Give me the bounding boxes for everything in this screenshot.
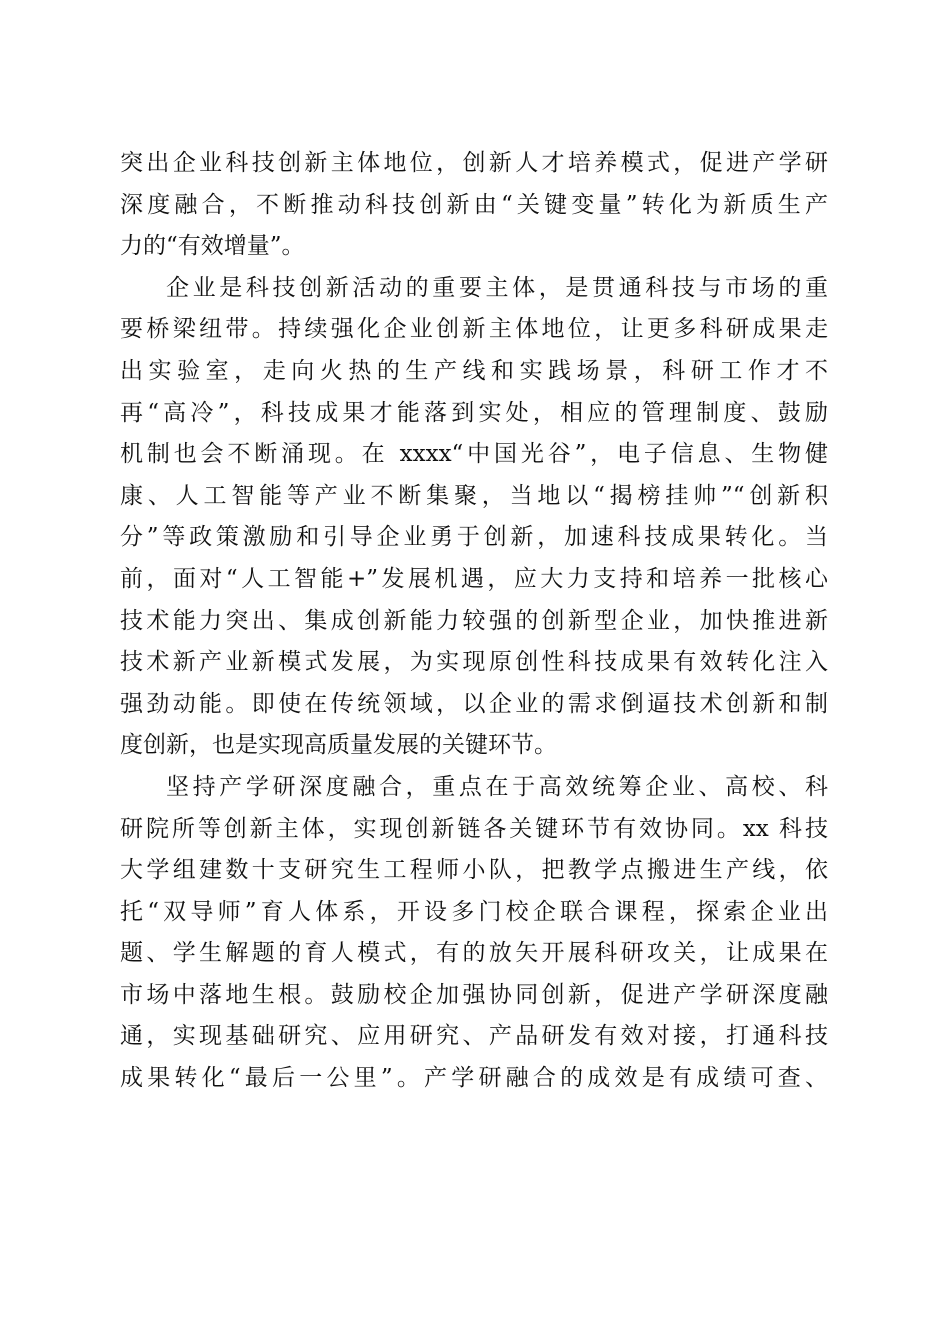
text-line: 技术新产业新模式发展，为实现原创性科技成果有效转化注入 bbox=[120, 649, 828, 676]
paragraph-3 bbox=[120, 767, 828, 1100]
text-line: 机制也会不断涌现。在 xxxx“中国光谷”，电子信息、生物健 bbox=[120, 441, 828, 468]
text-line: 康、人工智能等产业不断集聚，当地以“揭榜挂帅”“创新积 bbox=[120, 482, 828, 509]
document-body bbox=[120, 143, 828, 1100]
text-line: 再“高冷”，科技成果才能落到实处，相应的管理制度、鼓励 bbox=[120, 399, 828, 426]
text-line: 企业是科技创新活动的重要主体，是贯通科技与市场的重 bbox=[166, 274, 828, 301]
text-line: 题、学生解题的育人模式，有的放矢开展科研攻关，让成果在 bbox=[120, 940, 828, 967]
text-line: 出实验室，走向火热的生产线和实践场景，科研工作才不 bbox=[120, 357, 828, 384]
text-line: 前，面对“人工智能+”发展机遇，应大力支持和培养一批核心 bbox=[120, 565, 828, 592]
text-line: 技术能力突出、集成创新能力较强的创新型企业，加快推进新 bbox=[120, 607, 828, 634]
text-line: 度创新，也是实现高质量发展的关键环节。 bbox=[120, 732, 557, 759]
paragraph-1 bbox=[120, 143, 828, 268]
text-line: 托“双导师”育人体系，开设多门校企联合课程，探索企业出 bbox=[120, 898, 828, 925]
text-line: 成果转化“最后一公里”。产学研融合的成效是有成绩可查、 bbox=[120, 1065, 828, 1092]
text-line: 突出企业科技创新主体地位，创新人才培养模式，促进产学研 bbox=[120, 150, 828, 176]
text-line: 深度融合，不断推动科技创新由“关键变量”转化为新质生产 bbox=[120, 191, 828, 218]
text-line: 坚持产学研深度融合，重点在于高效统筹企业、高校、科 bbox=[166, 773, 828, 800]
paragraph-2 bbox=[120, 268, 828, 767]
text-line: 研院所等创新主体，实现创新链各关键环节有效协同。xx 科技 bbox=[120, 815, 828, 842]
text-line: 市场中落地生根。鼓励校企加强协同创新，促进产学研深度融 bbox=[120, 981, 828, 1008]
text-line: 要桥梁纽带。持续强化企业创新主体地位，让更多科研成果走 bbox=[120, 316, 828, 343]
text-line: 大学组建数十支研究生工程师小队，把教学点搬进生产线，依 bbox=[120, 857, 828, 884]
text-line: 强劲动能。即使在传统领域，以企业的需求倒逼技术创新和制 bbox=[120, 690, 828, 717]
text-line: 通，实现基础研究、应用研究、产品研发有效对接，打通科技 bbox=[120, 1023, 828, 1050]
text-line: 分”等政策激励和引导企业勇于创新，加速科技成果转化。当 bbox=[120, 524, 828, 551]
text-line: 力的“有效增量”。 bbox=[120, 233, 305, 260]
